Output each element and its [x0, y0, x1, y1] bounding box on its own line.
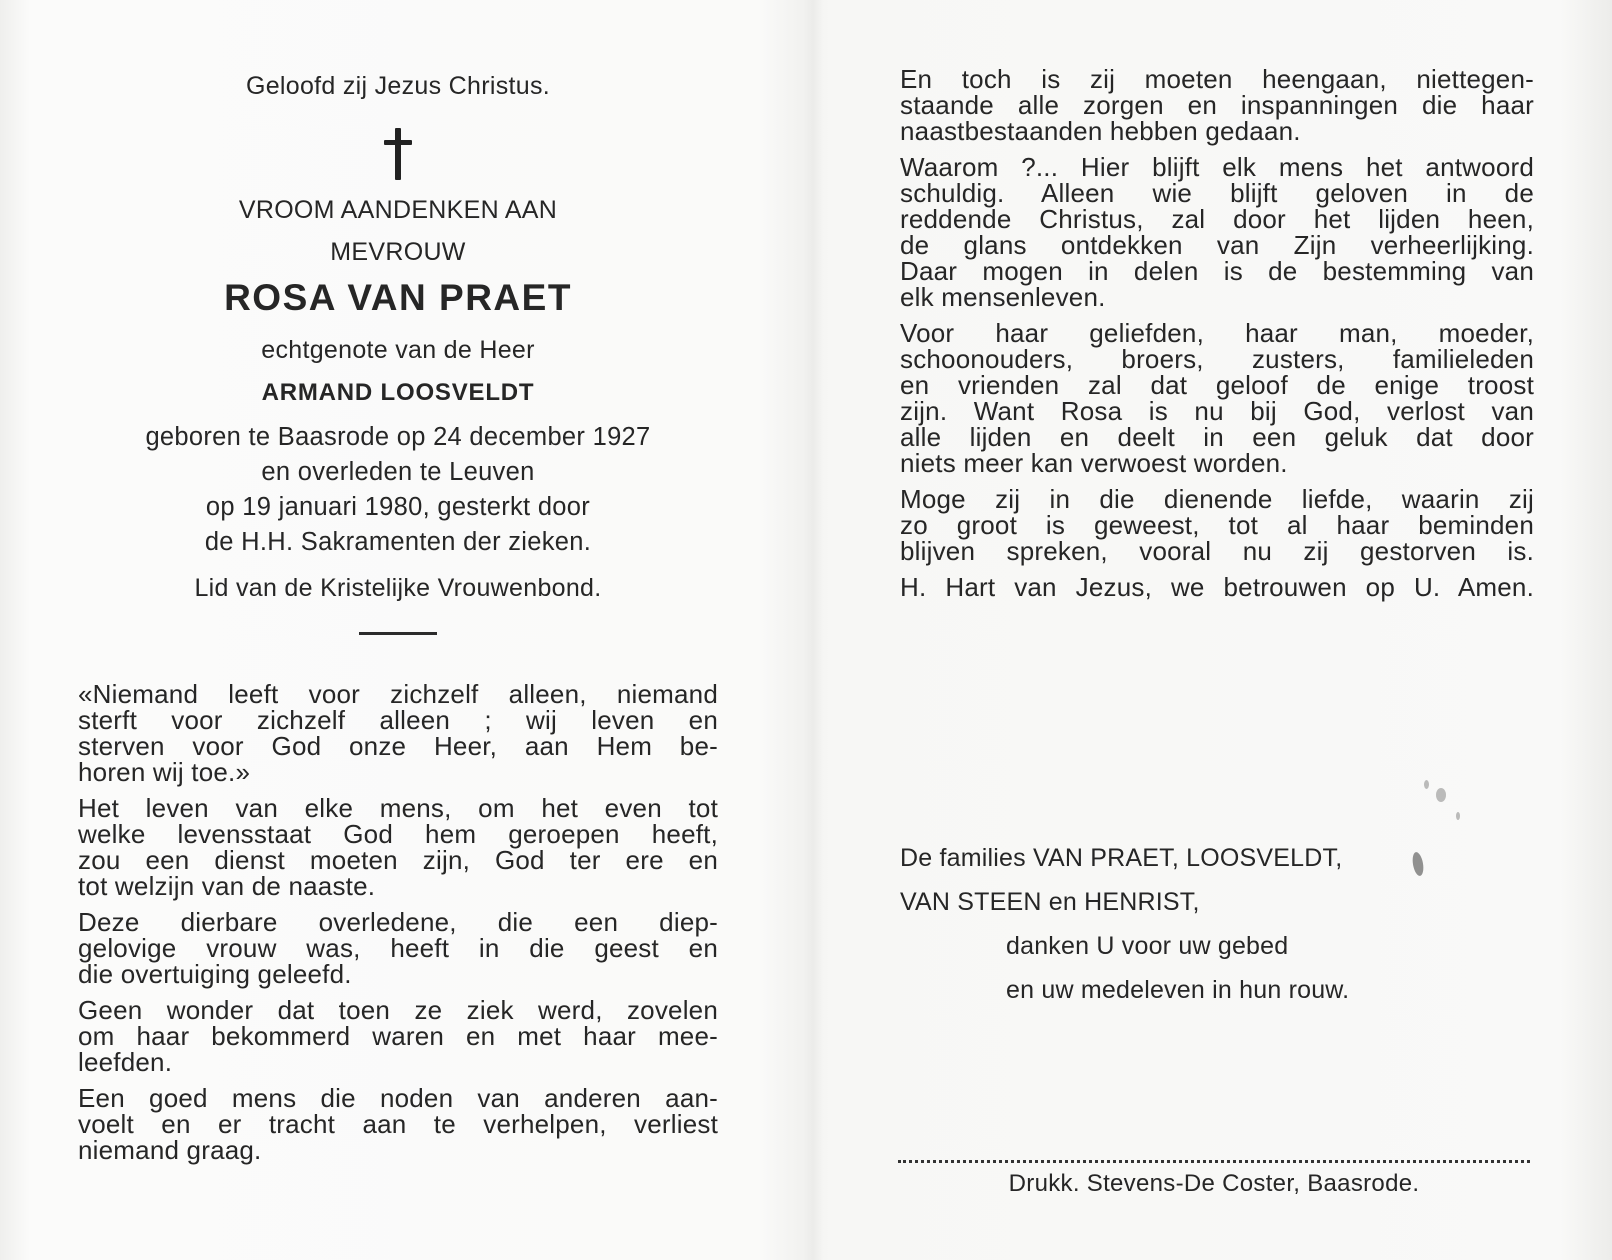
text-line: Deze dierbare overledene, die een diep- — [78, 907, 718, 937]
spouse-name: ARMAND LOOSVELDT — [261, 379, 535, 406]
text-line: Het leven van elke mens, om het even tot — [78, 793, 718, 823]
text-line: Een goed mens die noden van anderen aan- — [78, 1083, 718, 1113]
text-line: Voor haar geliefden, haar man, moeder, — [900, 318, 1534, 348]
right-panel — [900, 66, 1534, 600]
text-line: Daar mogen in delen is de bestemming van — [900, 256, 1534, 286]
greeting: Geloofd zij Jezus Christus. — [245, 72, 551, 100]
left-panel — [78, 66, 718, 1163]
paragraph — [900, 154, 1534, 310]
text-line: reddende Christus, zal door het lijden heen, — [900, 204, 1534, 234]
text-line: Geen wonder dat toen ze ziek werd, zovelen — [78, 995, 718, 1025]
text-line: niemand graag. — [78, 1135, 262, 1165]
text-line: En toch is zij moeten heengaan, niettegen- — [900, 64, 1534, 94]
paragraph — [900, 574, 1534, 600]
text-line: blijven spreken, vooral nu zij gestorven is. — [900, 536, 1534, 566]
text-line: niets meer kan verwoest worden. — [900, 448, 1288, 478]
text-line: en vrienden zal dat geloof de enige troost — [900, 370, 1534, 400]
left-body-text — [78, 681, 718, 1163]
bio-line: op 19 januari 1980, gesterkt door — [205, 493, 591, 521]
thanks-line: en uw medeleven in hun rouw. — [1006, 976, 1350, 1004]
card-fold — [802, 0, 824, 1260]
text-line: gelovige vrouw was, heeft in die geest en — [78, 933, 718, 963]
paragraph — [78, 997, 718, 1075]
thanks-line: VAN STEEN en HENRIST, — [900, 888, 1200, 916]
biography — [78, 420, 718, 560]
text-line: «Niemand leeft voor zichzelf alleen, niemand — [78, 679, 718, 709]
divider — [359, 632, 437, 635]
text-line: alle lijden en deelt in een geluk dat door — [900, 422, 1534, 452]
text-line: Waarom ?... Hier blijft elk mens het antwoord — [900, 152, 1534, 182]
deceased-name: ROSA VAN PRAET — [224, 277, 572, 318]
dotted-rule — [898, 1160, 1530, 1163]
text-line: sterft voor zichzelf alleen ; wij leven en — [78, 705, 718, 735]
text-line: tot welzijn van de naaste. — [78, 871, 376, 901]
text-line: schoonouders, broers, zusters, familieleden — [900, 344, 1534, 374]
text-line: zijn. Want Rosa is nu bij God, verlost van — [900, 396, 1534, 426]
bio-line: en overleden te Leuven — [261, 458, 535, 486]
text-line: sterven voor God onze Heer, aan Hem be- — [78, 731, 718, 761]
text-line: naastbestaanden hebben gedaan. — [900, 116, 1301, 146]
printer-label: Drukk. Stevens-De Coster, Baasrode. — [1008, 1170, 1420, 1197]
thanks-line: danken U voor uw gebed — [1006, 932, 1289, 960]
bio-line: geboren te Baasrode op 24 december 1927 — [145, 423, 651, 451]
text-line: elk mensenleven. — [900, 282, 1106, 312]
paragraph — [900, 66, 1534, 144]
text-line: H. Hart van Jezus, we betrouwen op U. Amen. — [900, 572, 1534, 602]
text-line: zou een dienst moeten zijn, God ter ere en — [78, 845, 718, 875]
family-thanks — [900, 836, 1540, 1012]
paragraph — [900, 486, 1534, 564]
text-line: staande alle zorgen en inspanningen die haar — [900, 90, 1534, 120]
paragraph — [78, 681, 718, 785]
text-line: horen wij toe.» — [78, 757, 251, 787]
text-line: de glans ontdekken van Zijn verheerlijking. — [900, 230, 1534, 260]
text-line: om haar bekommerd waren en met haar mee- — [78, 1021, 718, 1051]
thanks-line: De families VAN PRAET, LOOSVELDT, — [900, 844, 1343, 872]
text-line: Moge zij in die dienende liefde, waarin zij — [900, 484, 1534, 514]
paragraph — [78, 909, 718, 987]
paragraph — [78, 795, 718, 899]
paragraph — [900, 320, 1534, 476]
printer-imprint — [898, 1160, 1530, 1199]
text-line: zo groot is geweest, tot al haar beminden — [900, 510, 1534, 540]
heading-line-1: VROOM AANDENKEN AAN — [238, 196, 558, 224]
text-line: schuldig. Alleen wie blijft geloven in de — [900, 178, 1534, 208]
text-line: voelt en er tracht aan te verhelpen, verliest — [78, 1109, 718, 1139]
scan-smudge — [1424, 780, 1429, 789]
text-line: die overtuiging geleefd. — [78, 959, 352, 989]
scan-smudge — [1456, 812, 1460, 820]
spouse-intro: echtgenote van de Heer — [261, 336, 535, 364]
text-line: leefden. — [78, 1047, 173, 1077]
text-line: welke levensstaat God hem geroepen heeft, — [78, 819, 718, 849]
bio-line: de H.H. Sakramenten der zieken. — [204, 528, 592, 556]
scan-smudge — [1436, 788, 1446, 802]
membership: Lid van de Kristelijke Vrouwenbond. — [194, 574, 602, 602]
paragraph — [78, 1085, 718, 1163]
cross-icon — [384, 128, 412, 180]
heading-line-2: MEVROUW — [330, 238, 466, 266]
